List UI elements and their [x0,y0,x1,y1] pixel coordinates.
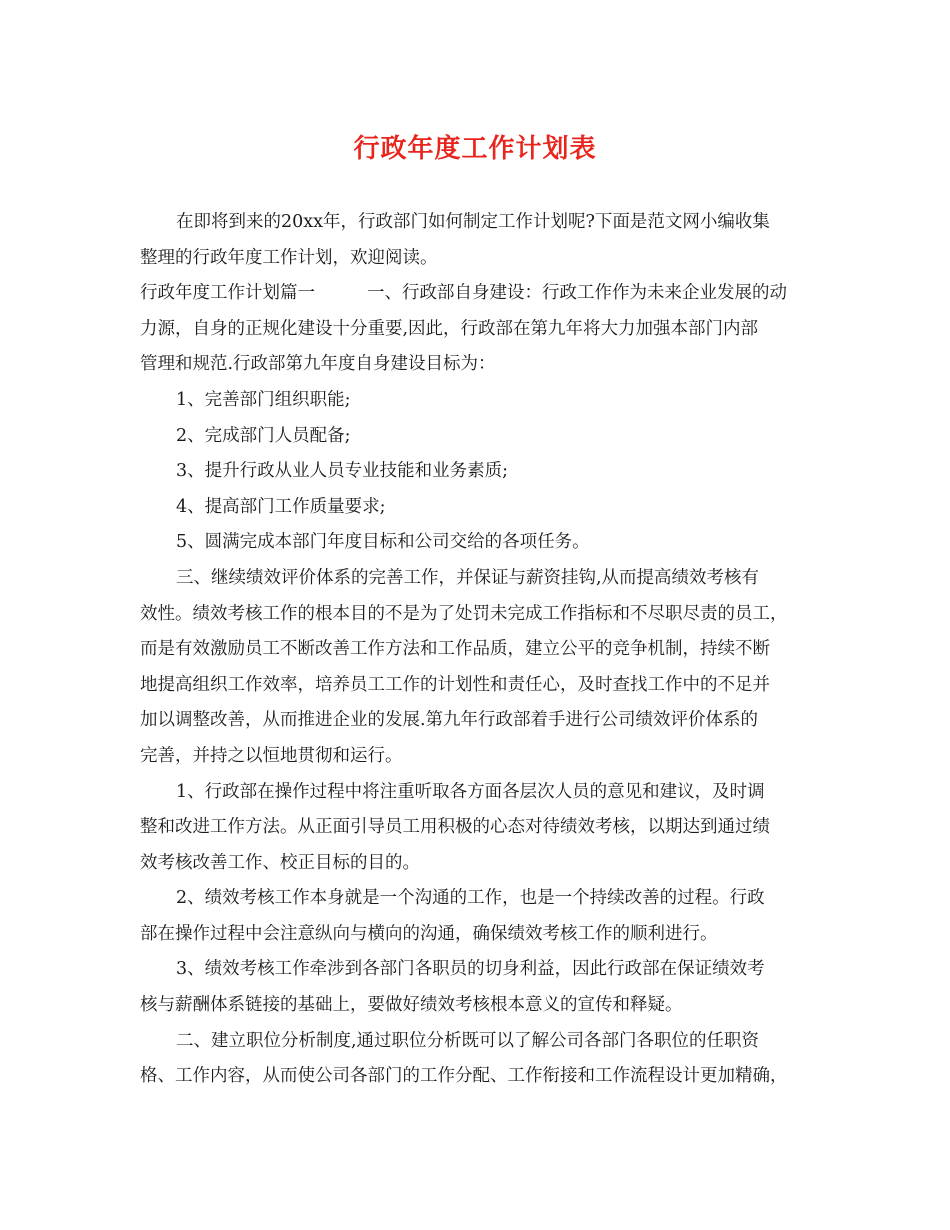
text-line-19: 效考核改善工作、校正目标的目的。 [140,852,420,873]
text-line-11: 三、继续绩效评价体系的完善工作，并保证与薪资挂钩,从而提高绩效考核有 [176,567,760,588]
text-line-21: 部在操作过程中会注意纵向与横向的沟通，确保绩效考核工作的顺利进行。 [140,923,718,944]
text-line-2: 整理的行政年度工作计划，欢迎阅读。 [140,247,438,268]
list-item-4: 4、提高部门工作质量要求; [176,496,386,517]
text-line-14: 地提高组织工作效率，培养员工工作的计划性和责任心，及时查找工作中的不足并 [140,674,770,695]
text-line-1: 在即将到来的20xx年，行政部门如何制定工作计划呢?下面是范文网小编收集 [176,212,770,232]
text-line-4: 力源，自身的正规化建设十分重要,因此，行政部在第九年将大力加强本部门内部 [140,318,759,339]
document-body [140,205,812,1095]
text-line-3-continuation: 一、行政部自身建设：行政工作作为未来企业发展的动 [367,283,787,304]
list-item-1: 1、完善部门组织职能; [176,389,351,410]
text-line-13: 而是有效激励员工不断改善工作方法和工作品质，建立公平的竞争机制，持续不断 [140,639,770,660]
text-line-25: 格、工作内容，从而使公司各部门的工作分配、工作衔接和工作流程设计更加精确， [140,1066,788,1087]
list-item-3: 3、提升行政从业人员专业技能和业务素质; [176,461,509,482]
section-heading: 行政年度工作计划篇一 [140,283,315,304]
text-line-15: 加以调整改善，从而推进企业的发展.第九年行政部着手进行公司绩效评价体系的 [140,710,759,731]
text-line-20: 2、绩效考核工作本身就是一个沟通的工作，也是一个持续改善的过程。行政 [176,888,765,909]
text-line-3 [140,276,812,312]
text-line-16: 完善，并持之以恒地贯彻和运行。 [140,745,403,766]
text-line-18: 整和改进工作方法。从正面引导员工用积极的心态对待绩效考核，以期达到通过绩 [140,817,770,838]
list-item-2: 2、完成部门人员配备; [176,425,351,446]
list-item-5: 5、圆满完成本部门年度目标和公司交给的各项任务。 [176,532,590,553]
text-line-24: 二、建立职位分析制度,通过职位分析既可以了解公司各部门各职位的任职资 [176,1030,760,1051]
text-line-5: 管理和规范.行政部第九年度自身建设目标为： [140,354,496,375]
document-title: 行政年度工作计划表 [353,134,597,164]
text-line-12: 效性。绩效考核工作的根本目的不是为了处罚未完成工作指标和不尽职尽责的员工， [140,603,788,624]
text-line-17: 1、行政部在操作过程中将注重听取各方面各层次人员的意见和建议，及时调 [176,781,765,802]
text-line-22: 3、绩效考核工作牵涉到各部门各职员的切身利益，因此行政部在保证绩效考 [176,959,765,980]
text-line-23: 核与薪酬体系链接的基础上，要做好绩效考核根本意义的宣传和释疑。 [140,995,683,1016]
